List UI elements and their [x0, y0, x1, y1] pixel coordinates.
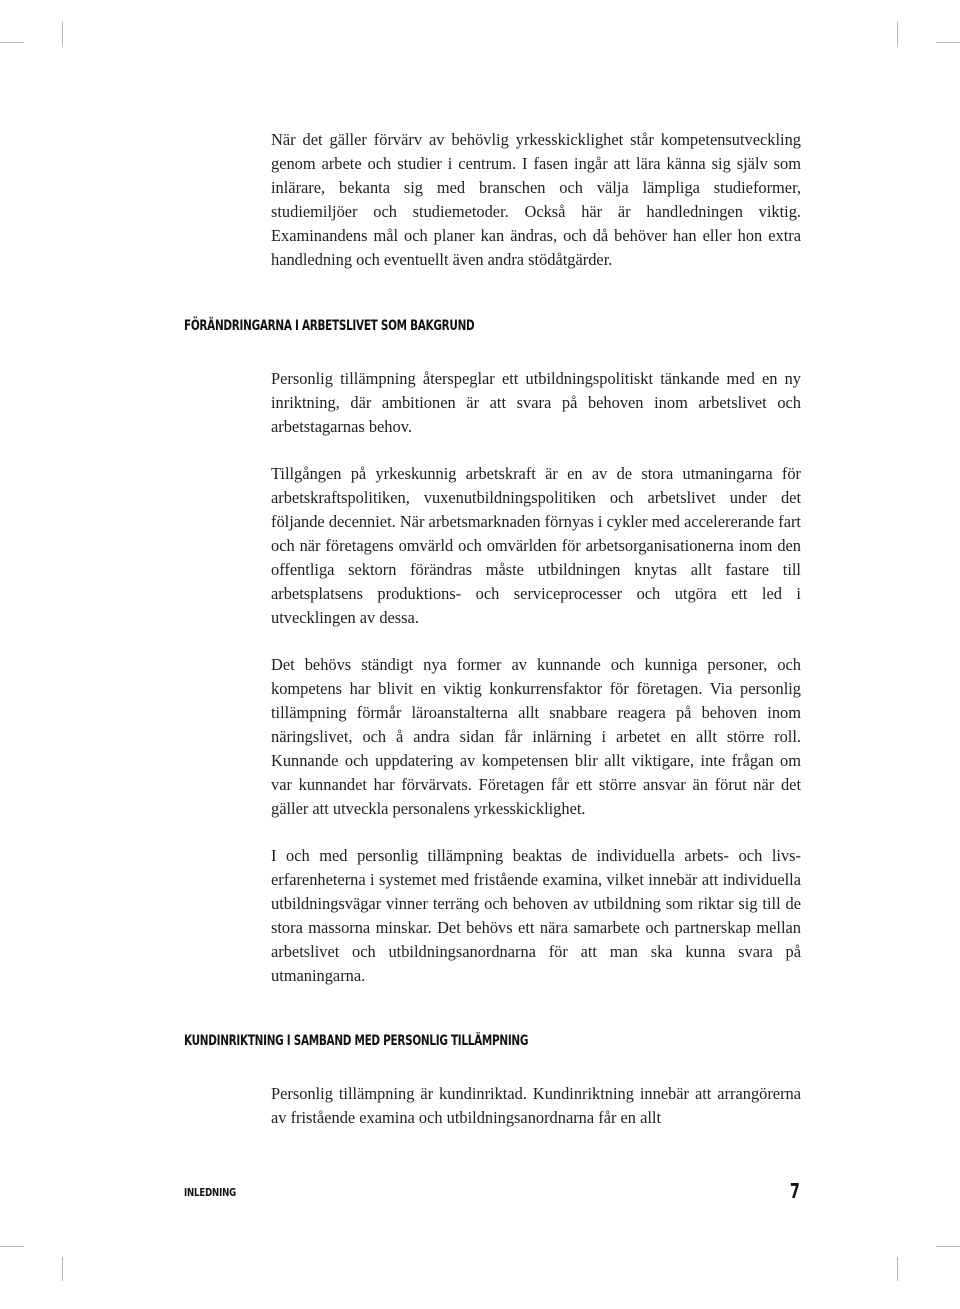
paragraph-nya-former: Det behövs ständigt nya former av kunnande och kunniga personer, och kompetens har blivit en viktig konkurrensfaktor för företagen. Via personlig tillämpning förmår läroanstalterna allt snabbare reagera på behoven inom näringslivet, och å andra sidan får inlärning i arbetet en allt större roll. Kunnande och uppdatering av kompetensen blir allt viktigare, inte frågan om var kunnandet har förvärvats. Företagen får ett större ansvar än förut när det gäller att utveckla personalens yrkesskicklighet.	[271, 655, 801, 818]
paragraph-individuella-erfarenheter: I och med personlig tillämpning beaktas de individuella arbets- och livserfarenheterna i systemet med fristående examina, vilket innebär att individuella utbildningsvägar vinner terräng och behoven av utbildning som riktar sig till de stora massorna minskar. Det behövs ett nära samarbete och partnerskap mellan arbetslivet och utbildningsanordnarna för att man ska kunna svara på utmaningarna.	[271, 846, 801, 985]
section-heading-kundinriktning: KUNDINRIKTNING I SAMBAND MED PERSONLIG TILLÄMPNING	[184, 1033, 529, 1049]
paragraph-personlig-tillampning: Personlig tillämpning återspeglar ett utbildningspolitiskt tänkande med en ny inriktning, där ambitionen är att svara på behoven inom arbetslivet och arbetstagarnas behov.	[271, 369, 801, 436]
section-heading-arbetslivet: FÖRÄNDRINGARNA I ARBETSLIVET SOM BAKGRUND	[184, 318, 475, 334]
paragraph-yrkeskunnig-arbetskraft: Tillgången på yrkeskunnig arbetskraft är en av de stora utmaningarna för arbetskraftspolitiken, vuxenutbildningspolitiken och arbetslivet under det följande decenniet. När arbetsmarknaden förnyas i cykler med accelererande fart och när företagens omvärld och omvärlden för arbetsorganisationerna inom den offentliga sektorn förändras måste utbildningen knytas allt fastare till arbetsplatsens produktions- och serviceprocesser och utgöra ett led i utvecklingen av dessa.	[271, 464, 801, 627]
paragraph-intro: När det gäller förvärv av behövlig yrkesskicklighet står kompetensutveckling genom arbete och studier i centrum. I fasen ingår att lära känna sig själv som inlärare, bekanta sig med branschen och välja lämpliga studieformer, studiemiljöer och studiemetoder. Också här är handledningen viktig. Examinandens mål och planer kan ändras, och då behöver han eller hon extra handledning och eventuellt även andra stödåtgärder.	[271, 130, 801, 269]
paragraph-kundinriktad: Personlig tillämpning är kundinriktad. Kundinriktning innebär att arrangörerna av fristående examina och utbildningsanordnarna får en allt	[271, 1084, 801, 1127]
footer-page-number: 7	[789, 1179, 800, 1203]
footer-section-label: INLEDNING	[184, 1186, 237, 1199]
